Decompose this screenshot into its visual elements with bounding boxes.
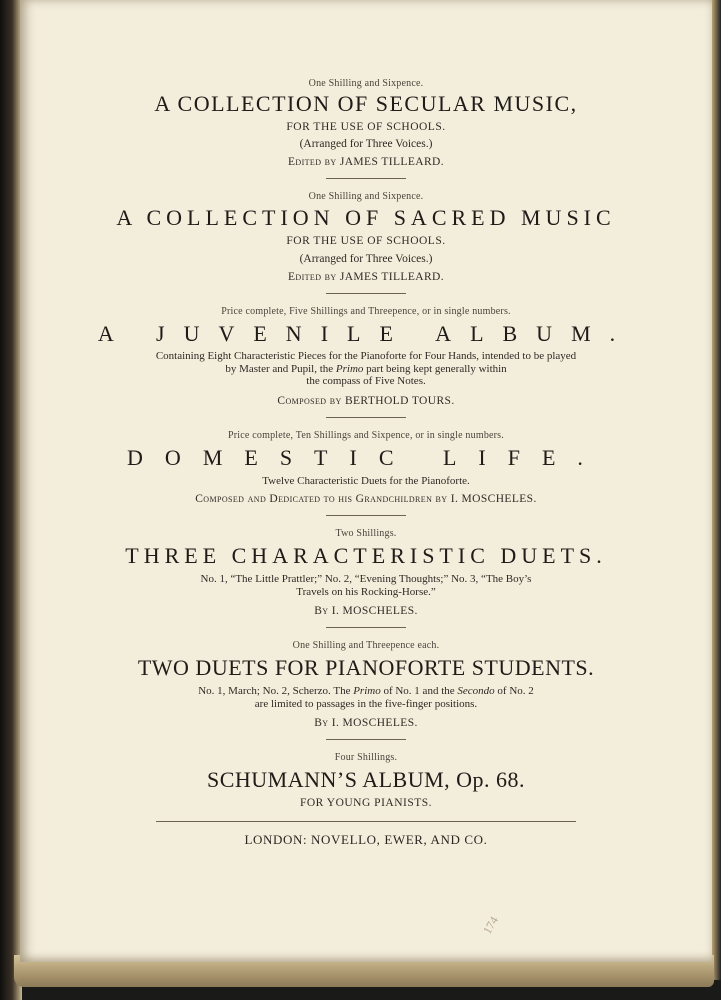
entry-description-line — [20, 685, 712, 698]
catalogue-page — [20, 0, 712, 962]
entry-schumann-album — [20, 752, 712, 822]
entry-price: Two Shillings. — [335, 528, 397, 539]
divider-rule — [326, 515, 406, 516]
entry-price: Price complete, Ten Shillings and Sixpence, or in single numbers. — [228, 429, 504, 441]
divider-rule — [326, 627, 406, 628]
entry-credit: Edited by JAMES TILLEARD. — [287, 271, 445, 283]
entry-price: One Shilling and Sixpence. — [308, 191, 424, 202]
entry-price: One Shilling and Threepence each. — [292, 640, 440, 651]
entry-price: Price complete, Five Shillings and Threepence, or in single numbers. — [221, 306, 511, 317]
entry-juvenile-album — [20, 306, 712, 418]
entry-title: A COLLECTION OF SECULAR MUSIC, — [154, 91, 578, 116]
entry-note: (Arranged for Three Voices.) — [299, 253, 433, 265]
entry-description-line: Containing Eight Characteristic Pieces for the Pianoforte for Four Hands, intended to be played — [155, 350, 577, 362]
entry-domestic-life — [20, 430, 712, 517]
entry-description-line: Twelve Characteristic Duets for the Pianoforte. — [262, 474, 470, 487]
entry-characteristic-duets — [20, 528, 712, 628]
divider-rule — [326, 178, 406, 179]
entry-credit: By I. MOSCHELES. — [314, 717, 418, 729]
divider-rule — [326, 739, 406, 740]
footer-rule — [156, 821, 576, 822]
entry-title: SCHUMANN’S ALBUM, Op. 68. — [206, 767, 526, 792]
entry-description-line: Travels on his Rocking-Horse.” — [296, 585, 436, 598]
entry-credit: Composed and Dedicated to his Grandchildren by I. MOSCHELES. — [195, 493, 537, 505]
entry-note: (Arranged for Three Voices.) — [299, 138, 433, 150]
entry-price: Four Shillings. — [334, 752, 398, 763]
entry-subtitle: FOR THE USE OF SCHOOLS. — [286, 121, 446, 133]
desc-text: of No. 1 and the — [383, 685, 455, 697]
entry-title: DOMESTIC LIFE. — [127, 444, 605, 470]
divider-rule — [326, 293, 406, 294]
entry-title: A JUVENILE ALBUM. — [97, 321, 635, 346]
desc-italic: Primo — [353, 685, 381, 697]
entry-subtitle: FOR THE USE OF SCHOOLS. — [286, 235, 446, 247]
catalogue-content — [20, 78, 712, 848]
desc-text: No. 1, March; No. 2, Scherzo. The — [198, 685, 351, 697]
desc-italic: Primo — [335, 362, 364, 375]
entry-pianoforte-students — [20, 640, 712, 740]
entry-title: THREE CHARACTERISTIC DUETS. — [125, 543, 607, 568]
entry-credit: Edited by JAMES TILLEARD. — [287, 156, 445, 168]
entry-description-line: No. 1, “The Little Prattler;” No. 2, “Evening Thoughts;” No. 3, “The Boy’s — [200, 573, 532, 585]
desc-text: part being kept generally within — [366, 362, 507, 375]
book-binding — [0, 0, 22, 1000]
divider-rule — [326, 417, 406, 418]
entry-credit: By I. MOSCHELES. — [314, 605, 418, 617]
entry-credit: Composed by BERTHOLD TOURS. — [277, 394, 455, 407]
entry-description-line: are limited to passages in the five-finger positions. — [254, 697, 478, 710]
entry-price: One Shilling and Sixpence. — [308, 78, 424, 89]
entry-description-line: the compass of Five Notes. — [306, 375, 426, 387]
entry-subtitle: FOR YOUNG PIANISTS. — [299, 797, 433, 809]
entry-title: TWO DUETS FOR PIANOFORTE STUDENTS. — [137, 655, 595, 680]
entry-sacred-music — [20, 191, 712, 294]
desc-text: of No. 2 — [497, 685, 534, 697]
pencil-mark: 174 — [480, 913, 502, 937]
desc-italic: Secondo — [457, 685, 495, 697]
publisher-footer: LONDON: NOVELLO, EWER, AND CO. — [244, 832, 488, 847]
desc-text: by Master and Pupil, the — [225, 362, 334, 375]
entry-title: A COLLECTION OF SACRED MUSIC — [116, 205, 616, 230]
entry-description-line — [20, 363, 712, 376]
entry-secular-music — [20, 78, 712, 179]
